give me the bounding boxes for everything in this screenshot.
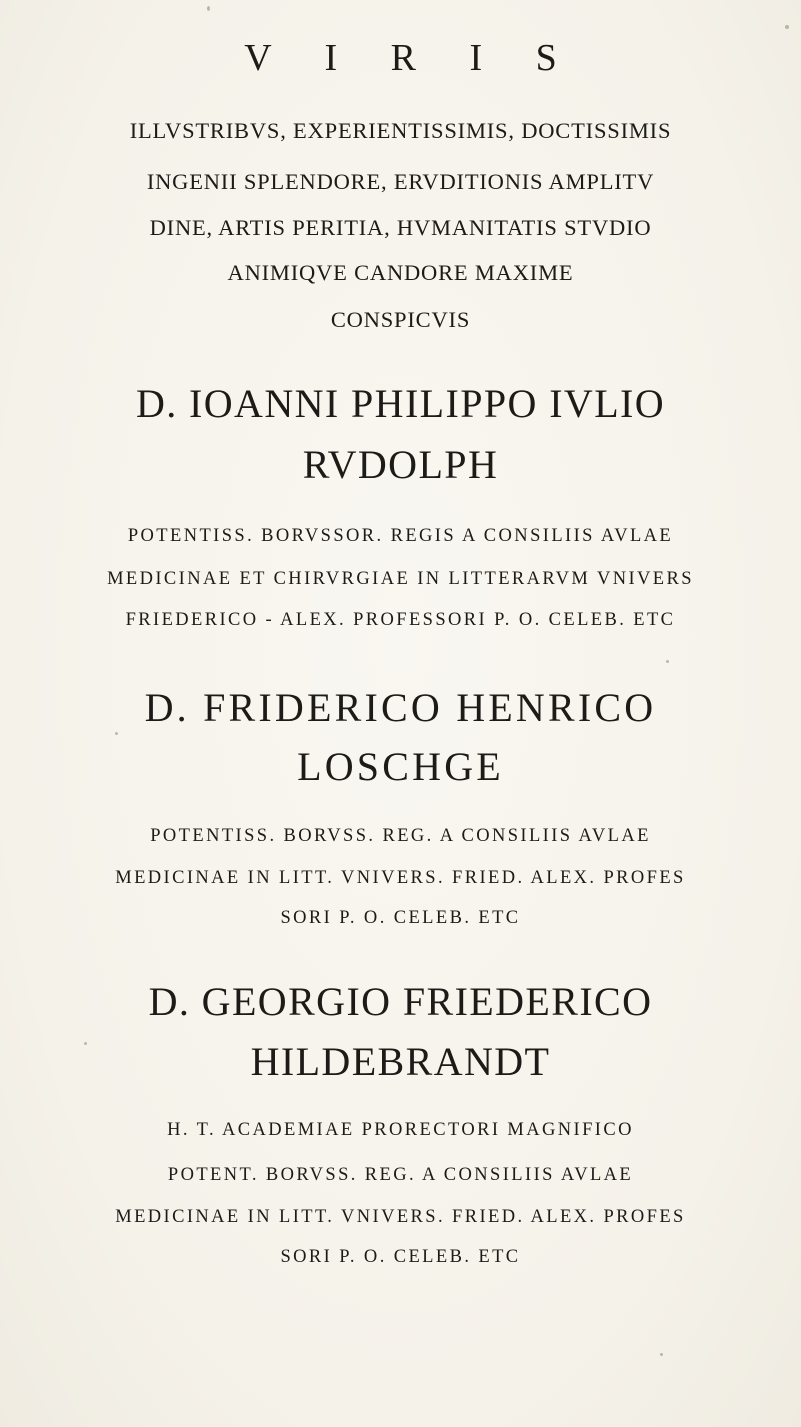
- recipient-title-line: POTENT. BORVSS. REG. A CONSILIIS AVLAE: [167, 1165, 634, 1185]
- dedication-line: ANIMIQVE CANDORE MAXIME: [227, 260, 574, 285]
- page-heading: V I R I S: [244, 37, 579, 79]
- recipient-title-line: H. T. ACADEMIAE PRORECTORI MAGNIFICO: [167, 1120, 634, 1140]
- paper-speck: [207, 6, 210, 11]
- recipient-title-line: MEDICINAE IN LITT. VNIVERS. FRIED. ALEX. PROFES: [115, 868, 686, 888]
- recipient-name: D. FRIDERICO HENRICO: [144, 685, 657, 730]
- recipient-title-line: MEDICINAE IN LITT. VNIVERS. FRIED. ALEX. PROFES: [115, 1207, 686, 1227]
- recipient-name: HILDEBRANDT: [250, 1039, 551, 1084]
- dedication-line: INGENII SPLENDORE, ERVDITIONIS AMPLITV: [146, 169, 655, 194]
- paper-speck: [660, 1353, 663, 1356]
- recipient-title-line: POTENTISS. BORVSS. REG. A CONSILIIS AVLAE: [150, 826, 651, 846]
- recipient-title-line: SORI P. O. CELEB. ETC: [280, 1247, 521, 1267]
- dedication-line: ILLVSTRIBVS, EXPERIENTISSIMIS, DOCTISSIMIS: [129, 118, 672, 143]
- recipient-name: RVDOLPH: [302, 442, 499, 487]
- paper-speck: [115, 732, 118, 735]
- recipient-title-line: MEDICINAE ET CHIRVRGIAE IN LITTERARVM VNIVERS: [107, 569, 694, 589]
- recipient-title-line: POTENTISS. BORVSSOR. REGIS A CONSILIIS AVLAE: [127, 526, 674, 546]
- recipient-name: D. IOANNI PHILIPPO IVLIO: [135, 381, 666, 426]
- recipient-title-line: SORI P. O. CELEB. ETC: [280, 908, 521, 928]
- recipient-title-line: FRIEDERICO - ALEX. PROFESSORI P. O. CELEB. ETC: [125, 610, 676, 630]
- recipient-name: D. GEORGIO FRIEDERICO: [148, 979, 653, 1024]
- dedication-line: CONSPICVIS: [330, 307, 471, 332]
- paper-speck: [666, 660, 669, 663]
- recipient-name: LOSCHGE: [297, 744, 504, 789]
- paper-speck: [785, 25, 789, 29]
- paper-speck: [84, 1042, 87, 1045]
- dedication-line: DINE, ARTIS PERITIA, HVMANITATIS STVDIO: [149, 215, 652, 240]
